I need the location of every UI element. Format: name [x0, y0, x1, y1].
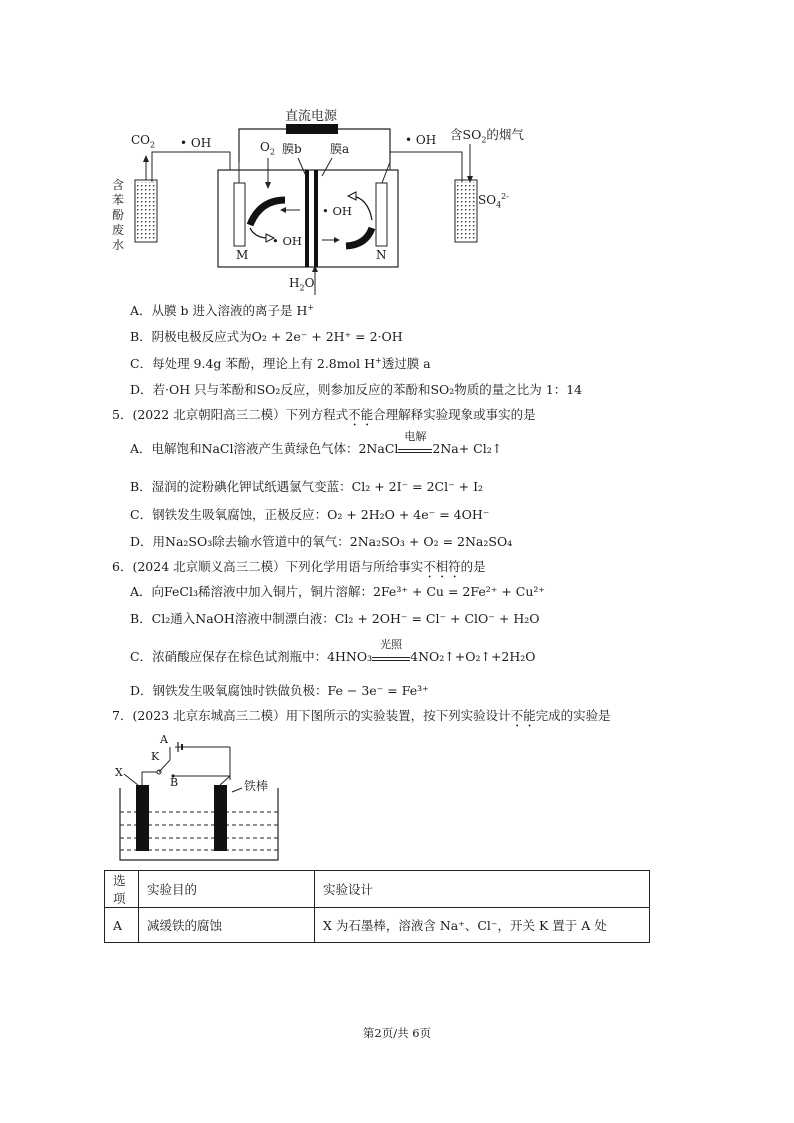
table-cell: 减缓铁的腐蚀: [139, 908, 315, 943]
label-a: A: [160, 733, 168, 746]
membrane-a-label: 膜a: [330, 142, 350, 156]
o2-label: $O_2$: [260, 140, 275, 157]
oh-low-label: • OH: [272, 234, 302, 248]
q5-option-c: C．钢铁发生吸氧腐蚀，正极反应：O₂ + 2H₂O + 4e⁻ = 4OH⁻: [130, 507, 490, 522]
phenol-wastewater-label: 含 苯 酚 废 水: [112, 178, 125, 252]
table-row: [105, 908, 650, 943]
q4-option-a: A．从膜 b 进入溶液的离子是 H+: [130, 302, 315, 318]
power-label: 直流电源: [285, 109, 338, 124]
dc-power-source: [286, 124, 338, 134]
electrode-x: [136, 785, 149, 851]
h2o-label: $H_2O$: [289, 276, 315, 293]
table-header: 选项: [105, 871, 139, 908]
table-header-row: [105, 871, 650, 908]
q6-stem: 6．(2024 北京顺义高三二模）下列化学用语与所给事实不相符的是: [112, 559, 486, 574]
electrode-m: [234, 183, 245, 246]
corrosion-apparatus-diagram: [110, 730, 290, 865]
membrane-b-label: 膜b: [282, 142, 302, 156]
q6-option-d: D．钢铁发生吸氧腐蚀时铁做负极：Fe − 3e⁻ = Fe³⁺: [130, 683, 429, 698]
electrode-n: [376, 183, 387, 246]
q6-option-a: A．向FeCl₃稀溶液中加入铜片，铜片溶解：2Fe³⁺ + Cu = 2Fe²⁺ + Cu²⁺: [130, 584, 545, 599]
q4-option-c: C．每处理 9.4g 苯酚，理论上有 2.8mol H+透过膜 a: [130, 355, 431, 371]
label-b: B: [170, 776, 179, 789]
q5-option-a: A．电解饱和NaCl溶液产生黄绿色气体：2NaCl 电解 2Na+ Cl₂↑: [130, 430, 503, 456]
electrode-m-label: M: [236, 248, 249, 262]
label-x: X: [115, 766, 123, 779]
q4-option-b: B．阴极电极反应式为O₂ + 2e⁻ + 2H⁺ = 2·OH: [130, 329, 403, 344]
oh-right-label: • OH: [405, 133, 437, 147]
oh-left-label: • OH: [180, 136, 212, 150]
flue-gas-label: 含$SO_2$的烟气: [450, 127, 524, 145]
sulfate-label: $SO_4^{2-}$: [478, 192, 509, 210]
q6-option-c: C．浓硝酸应保存在棕色试剂瓶中：4HNO₃ 光照 4NO₂↑+O₂↑+2H₂O: [130, 638, 536, 664]
q5-stem: 5．(2022 北京朝阳高三二模）下列方程式不能合理解释实验现象或事实的是: [112, 407, 536, 422]
table-cell: X 为石墨棒，溶液含 Na⁺、Cl⁻，开关 K 置于 A 处: [315, 908, 650, 943]
experiment-table: [104, 870, 650, 943]
electrode-n-label: N: [376, 248, 387, 262]
co2-label: $CO_2$: [131, 133, 156, 150]
q5-option-d: D．用Na₂SO₃除去输水管道中的氧气：2Na₂SO₃ + O₂ = 2Na₂SO₄: [130, 534, 513, 549]
membrane-a-bar: [314, 170, 318, 267]
iron-rod: [214, 785, 227, 851]
table-header: 实验设计: [315, 871, 650, 908]
label-k: K: [151, 750, 160, 763]
page-footer: 第2页/共 6页: [362, 1026, 432, 1040]
label-iron-rod: 铁棒: [244, 779, 269, 793]
table-header: 实验目的: [139, 871, 315, 908]
q7-stem: 7．(2023 北京东城高三二模）用下图所示的实验装置，按下列实验设计不能完成的实验是: [112, 708, 611, 723]
q5-option-b: B．湿润的淀粉碘化钾试纸遇氯气变蓝：Cl₂ + 2I⁻ = 2Cl⁻ + I₂: [130, 479, 484, 494]
membrane-b-bar: [305, 170, 309, 267]
q6-option-b: B．Cl₂通入NaOH溶液中制漂白液：Cl₂ + 2OH⁻ = Cl⁻ + ClO⁻ + H₂O: [130, 611, 540, 626]
oh-mid-label: • OH: [322, 204, 352, 218]
q4-option-d: D．若·OH 只与苯酚和SO₂反应，则参加反应的苯酚和SO₂物质的量之比为 1：14: [130, 382, 583, 397]
table-cell: A: [105, 908, 139, 943]
